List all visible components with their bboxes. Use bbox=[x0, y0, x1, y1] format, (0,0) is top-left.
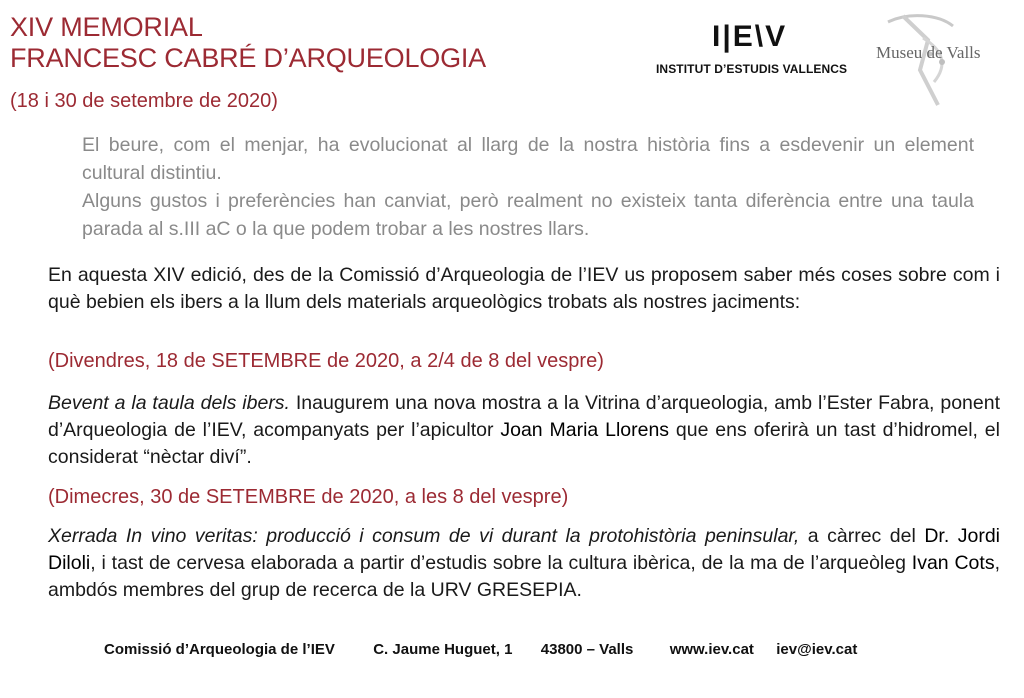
event-2-person-2: Ivan Cots bbox=[911, 552, 995, 574]
footer-address: C. Jaume Huguet, 1 bbox=[373, 641, 513, 658]
iev-logo bbox=[654, 20, 848, 82]
museu-logo bbox=[868, 10, 1008, 110]
event-2-text-c: , ambdós membres del grup de recerca de la URV GRESEPIA. bbox=[48, 552, 1000, 601]
iev-logo-mark: I|E\V bbox=[712, 20, 788, 53]
footer-web-link[interactable]: www.iev.cat bbox=[669, 641, 754, 658]
event-1-person: Joan Maria Llorens bbox=[500, 419, 670, 441]
iev-logo-name: INSTITUT D’ESTUDIS VALLENCS bbox=[656, 62, 848, 76]
footer-email-link[interactable]: iev@iev.cat bbox=[776, 641, 858, 658]
event-dates: (18 i 30 de setembre de 2020) bbox=[10, 90, 278, 112]
lead-paragraph bbox=[48, 262, 1000, 316]
event-2-text bbox=[48, 523, 1000, 604]
footer bbox=[104, 641, 857, 658]
title-line-1: XIV MEMORIAL bbox=[10, 12, 203, 42]
intro-paragraph-2: Alguns gustos i preferències han canviat, però realment no existeix tanta diferència entre una taula parada al s.III aC o la que podem trobar a les nostres llars. bbox=[82, 190, 974, 240]
intro-text bbox=[82, 131, 974, 243]
footer-postal: 43800 – Valls bbox=[540, 641, 634, 658]
event-1-heading: (Divendres, 18 de SETEMBRE de 2020, a 2/4 de 8 del vespre) bbox=[48, 350, 604, 372]
event-2-description bbox=[48, 523, 1000, 604]
lead-text: En aquesta XIV edició, des de la Comissió d’Arqueologia de l’IEV us proposem saber més coses sobre com i què bebien els ibers a la llum dels materials arqueològics trobats als nostres jaciments: bbox=[48, 264, 1000, 313]
event-2-heading: (Dimecres, 30 de SETEMBRE de 2020, a les 8 del vespre) bbox=[48, 486, 569, 508]
event-1-text-b: que ens oferirà un tast d’hidromel, el considerat “nèctar diví”. bbox=[48, 419, 1000, 468]
event-1-text-a: Inaugurem una nova mostra a la Vitrina d’arqueologia, amb l’Ester Fabra, ponent d’Arqueologia de l’IEV, acompanyats per l’apicultor bbox=[48, 392, 1001, 441]
title-line-2: FRANCESC CABRÉ D’ARQUEOLOGIA bbox=[10, 43, 486, 73]
event-1-title: Bevent a la taula dels ibers. bbox=[48, 392, 290, 414]
page-title bbox=[10, 12, 486, 74]
event-2-person-1: Dr. Jordi Diloli bbox=[48, 525, 1000, 574]
event-2-title: Xerrada In vino veritas: producció i consum de vi durant la protohistòria peninsular, bbox=[48, 525, 800, 547]
event-2-text-a: a càrrec del bbox=[799, 525, 925, 547]
intro-paragraph-1: El beure, com el menjar, ha evolucionat al llarg de la nostra història fins a esdevenir un element cultural distintiu. bbox=[82, 134, 974, 184]
museu-logo-name: Museu de Valls bbox=[876, 43, 981, 62]
event-2-text-b: , i tast de cervesa elaborada a partir d’estudis sobre la cultura ibèrica, de la ma de l’arqueòleg bbox=[90, 552, 912, 574]
footer-org: Comissió d’Arqueologia de l’IEV bbox=[104, 641, 335, 658]
event-1-text bbox=[48, 390, 1000, 471]
event-1-description bbox=[48, 390, 1000, 471]
